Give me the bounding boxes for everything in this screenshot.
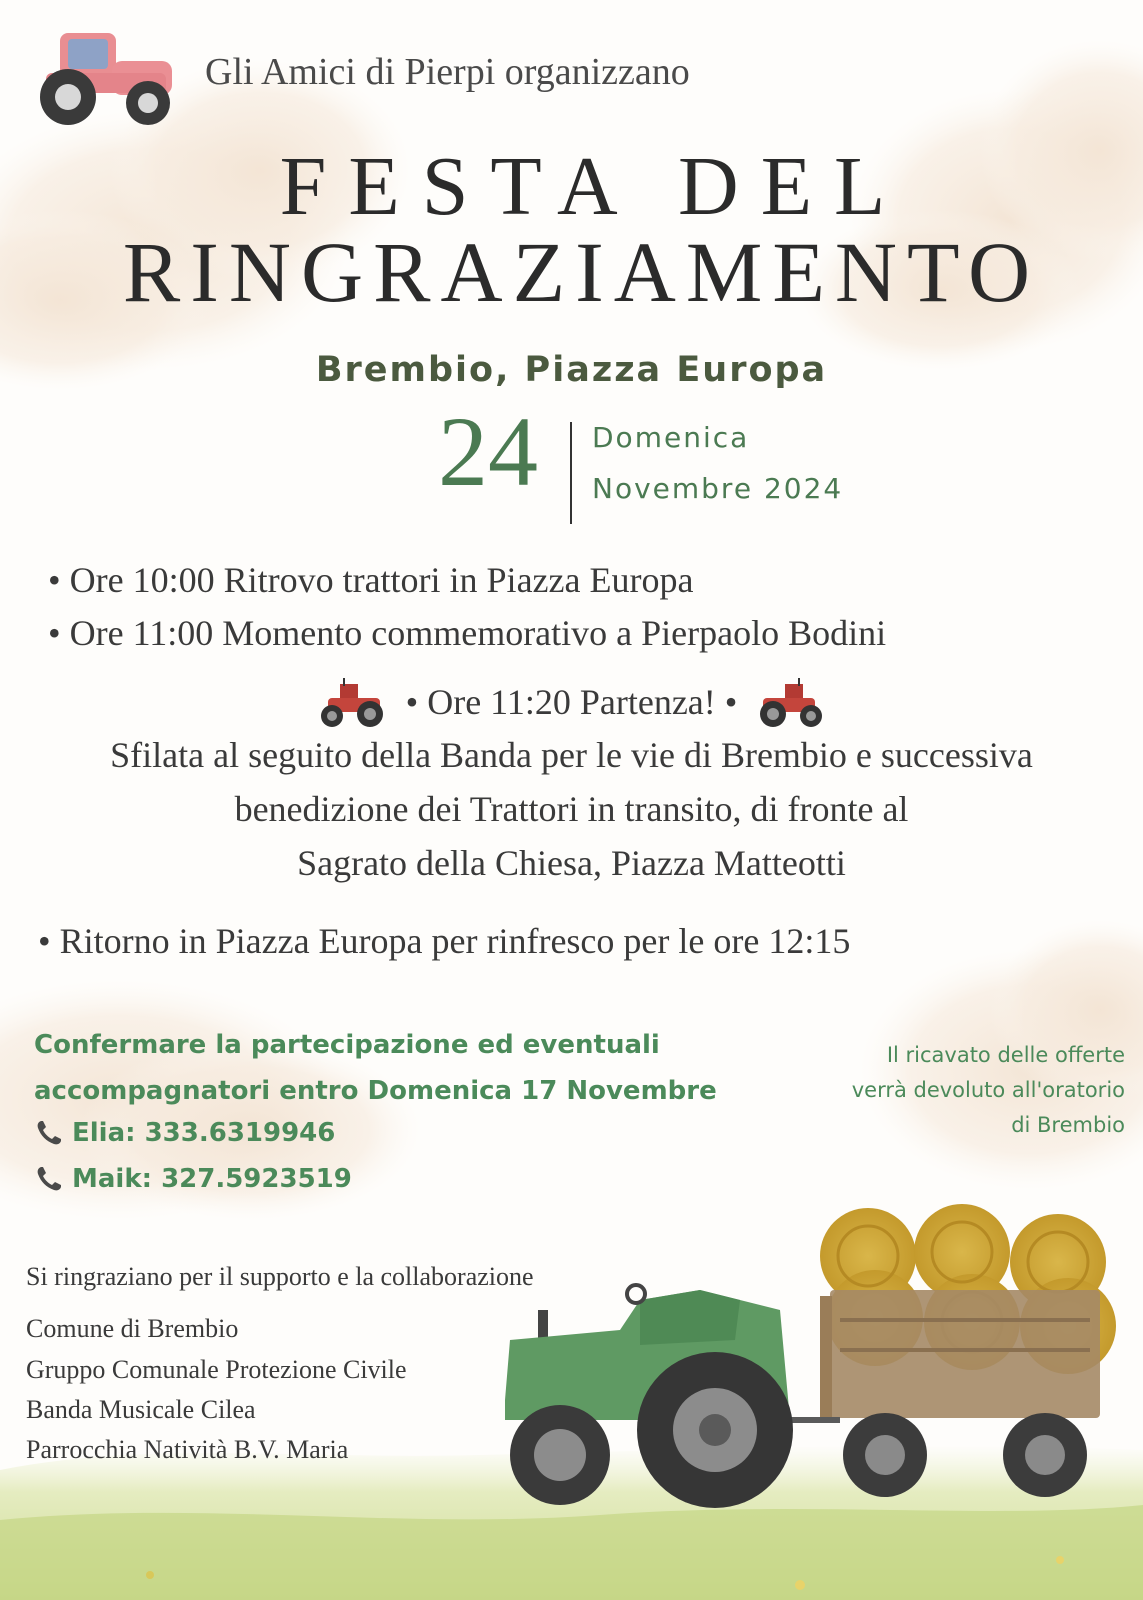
schedule-item: • Ore 11:00 Momento commemorativo a Pierpaolo Bodini <box>48 613 887 653</box>
departure-row <box>0 676 1143 728</box>
schedule-item: • Ritorno in Piazza Europa per rinfresco per le ore 12:15 <box>38 921 851 961</box>
sponsor-item: Comune di Brembio <box>26 1314 239 1343</box>
pink-tractor-icon <box>40 33 172 125</box>
rsvp-line: Confermare la partecipazione ed eventuali <box>34 1030 660 1060</box>
contact-text: Maik: 327.5923519 <box>72 1164 352 1194</box>
red-tractor-icon <box>314 676 388 728</box>
event-weekday: Domenica <box>592 421 750 454</box>
thanks-heading: Si ringraziano per il supporto e la collaborazione <box>26 1262 534 1291</box>
red-tractor-icon <box>755 676 829 728</box>
parade-description-line: Sagrato della Chiesa, Piazza Matteotti <box>297 843 846 883</box>
offer-note-line: Il ricavato delle offerte <box>886 1043 1125 1067</box>
parade-description-line: Sfilata al seguito della Banda per le vie di Brembio e successiva <box>110 735 1033 775</box>
offer-note-line: verrà devoluto all'oratorio <box>851 1078 1125 1102</box>
event-day-number: 24 <box>438 396 538 507</box>
contact-text: Elia: 333.6319946 <box>72 1118 336 1148</box>
schedule-item: • Ore 11:20 Partenza! • <box>405 682 738 722</box>
contact-elia <box>34 1118 335 1148</box>
rsvp-line: accompagnatori entro Domenica 17 Novembre <box>34 1076 717 1106</box>
parade-description-line: benedizione dei Trattori in transito, di fronte al <box>234 789 909 829</box>
date-divider <box>570 422 572 524</box>
schedule-item: • Ore 10:00 Ritrovo trattori in Piazza Europa <box>48 560 694 600</box>
phone-icon <box>34 1164 64 1194</box>
contact-maik <box>34 1164 352 1194</box>
offer-note-line: di Brembio <box>1011 1113 1125 1137</box>
event-title-line-1: FESTA DEL <box>279 140 908 233</box>
sponsor-item: Banda Musicale Cilea <box>26 1395 256 1424</box>
offer-note <box>785 1038 1125 1143</box>
sponsor-item: Parrocchia Natività B.V. Maria <box>26 1435 349 1464</box>
sponsor-item: Gruppo Comunale Protezione Civile <box>26 1355 407 1384</box>
organizer-line: Gli Amici di Pierpi organizzano <box>205 51 690 93</box>
event-location: Brembio, Piazza Europa <box>315 350 828 390</box>
event-title-line-2: RINGRAZIAMENTO <box>122 224 1041 320</box>
phone-icon <box>34 1118 64 1148</box>
event-month-year: Novembre 2024 <box>592 472 844 505</box>
